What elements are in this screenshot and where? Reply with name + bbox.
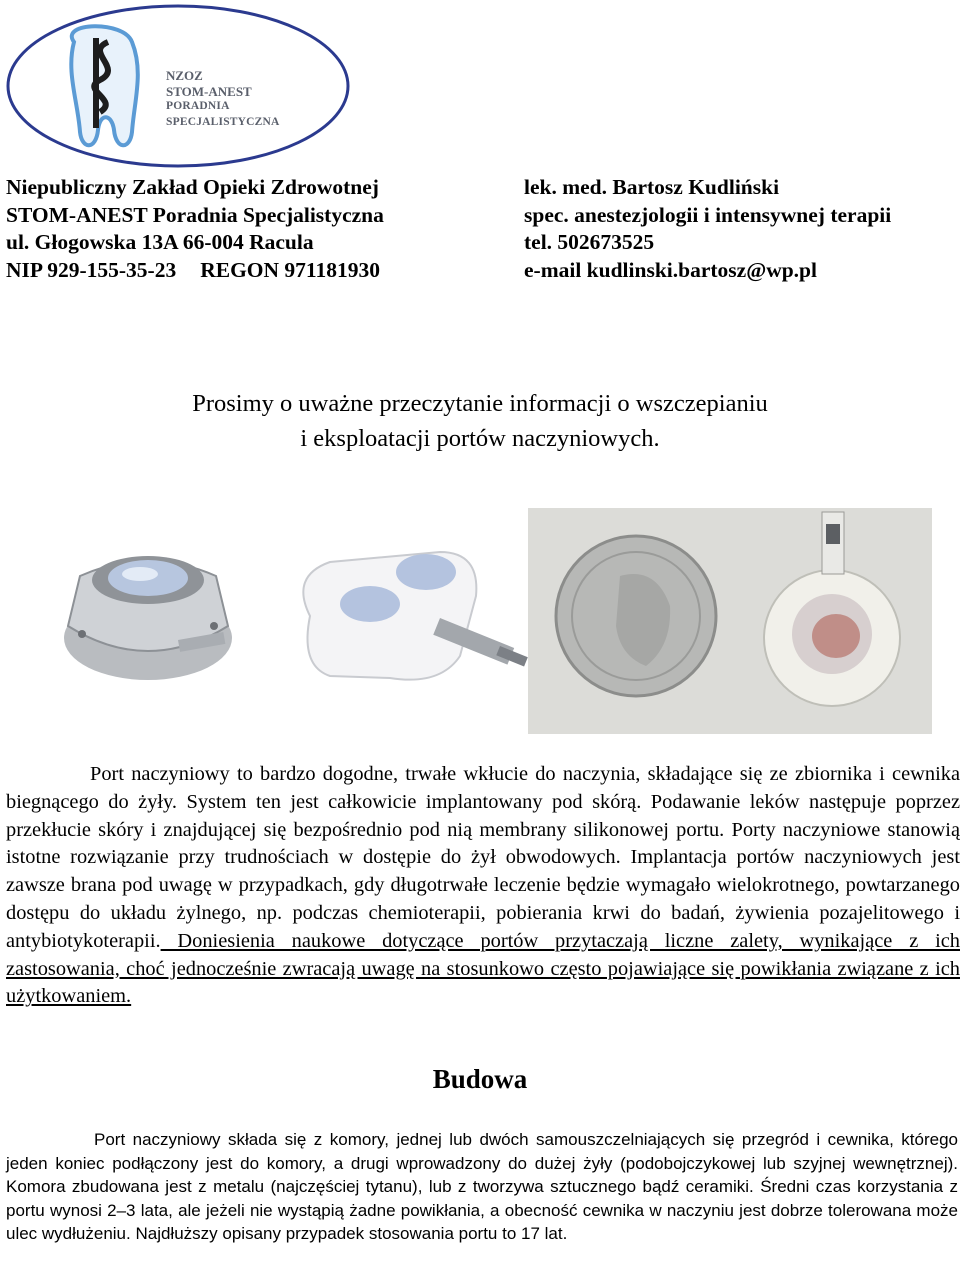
doctor-email[interactable]: e-mail kudlinski.bartosz@wp.pl <box>524 257 817 282</box>
page-title <box>0 386 960 456</box>
doctor-specialty: spec. anestezjologii i intensywnej terapii <box>524 202 892 227</box>
clinic-logo <box>4 2 352 170</box>
logo-line-4: SPECJALISTYCZNA <box>166 115 280 128</box>
intro-paragraph <box>6 761 960 1011</box>
page-title-line-1: Prosimy o uważne przeczytanie informacji o wszczepianiu <box>192 390 768 417</box>
logo-line-2: STOM-ANEST <box>166 83 252 99</box>
clinic-street: ul. Głogowska 13A 66-004 Racula <box>6 230 314 254</box>
budowa-paragraph <box>6 1128 958 1246</box>
clinic-regon: REGON 971181930 <box>200 257 380 282</box>
doctor-contact <box>524 174 891 284</box>
doctor-phone: tel. 502673525 <box>524 230 655 254</box>
intro-underlined-text: Doniesienia naukowe dotyczące portów przytaczają liczne zalety, wynikające z ich zastosowania, choć jednocześnie zwracają uwagę na stosunkowo często pojawiające się powikłania związane z ich użytkowaniem. <box>6 929 960 1008</box>
intro-text: Port naczyniowy to bardzo dogodne, trwałe wkłucie do naczynia, składające się ze zbiornika i cewnika biegnącego do żyły. System ten jest całkowicie implantowany pod skórą. Podawanie leków następuje poprzez przekłucie skóry i znajdującej się bezpośrednio pod nią membrany silikonowej portu. Porty naczyniowe stanowią istotne rozwiązanie przy trudnościach w dostępie do żył obwodowych. Implantacja portów naczyniowych jest zawsze brana pod uwagę w przypadkach, gdy długotrwałe leczenie będzie wymagało wielokrotnego, powtarzanego dostępu do układu żylnego, np. podczas chemioterapii, pobierania krwi do badań, żywienia pozajelitowego i antybiotykoterapii. <box>6 763 960 952</box>
logo-line-3: PORADNIA <box>166 100 230 112</box>
doctor-name: lek. med. Bartosz Kudliński <box>524 175 780 199</box>
section-title-budowa: Budowa <box>432 1064 528 1094</box>
clinic-ids <box>6 257 384 285</box>
titanium-port-image <box>64 556 232 680</box>
clinic-subname: STOM-ANEST Poradnia Specjalistyczna <box>6 202 384 227</box>
coin-port-photo <box>528 508 932 734</box>
port-photos <box>60 506 932 736</box>
logo-line-1: NZOZ <box>166 68 203 83</box>
clinic-address <box>6 174 384 284</box>
logo-text <box>166 68 280 130</box>
clinic-nip: NIP 929-155-35-23 <box>6 257 177 282</box>
budowa-text: Port naczyniowy składa się z komory, jednej lub dwóch samouszczelniających się przegród i cewnika, którego jeden koniec podłączony jest do komory, a drugi wprowadzony do dużej żyły (podobojczykowej lub szyjnej wewnętrznej). Komora zbudowana jest z metalu (najczęściej tytanu), lub z tworzywa sztucznego bądź ceramiki. Średni czas korzystania z portu wynosi 2–3 lata, ale jeżeli nie wystąpią żadne powikłania, a obecność cewnika w naczyniu jest dobrze tolerowana może ulec wydłużeniu. Najdłuższy opisany przypadek stosowania portu to 17 lat. <box>6 1130 958 1244</box>
clinic-name: Niepubliczny Zakład Opieki Zdrowotnej <box>6 175 379 199</box>
double-port-image <box>303 552 527 680</box>
page-title-line-2: i eksploatacji portów naczyniowych. <box>300 425 660 452</box>
